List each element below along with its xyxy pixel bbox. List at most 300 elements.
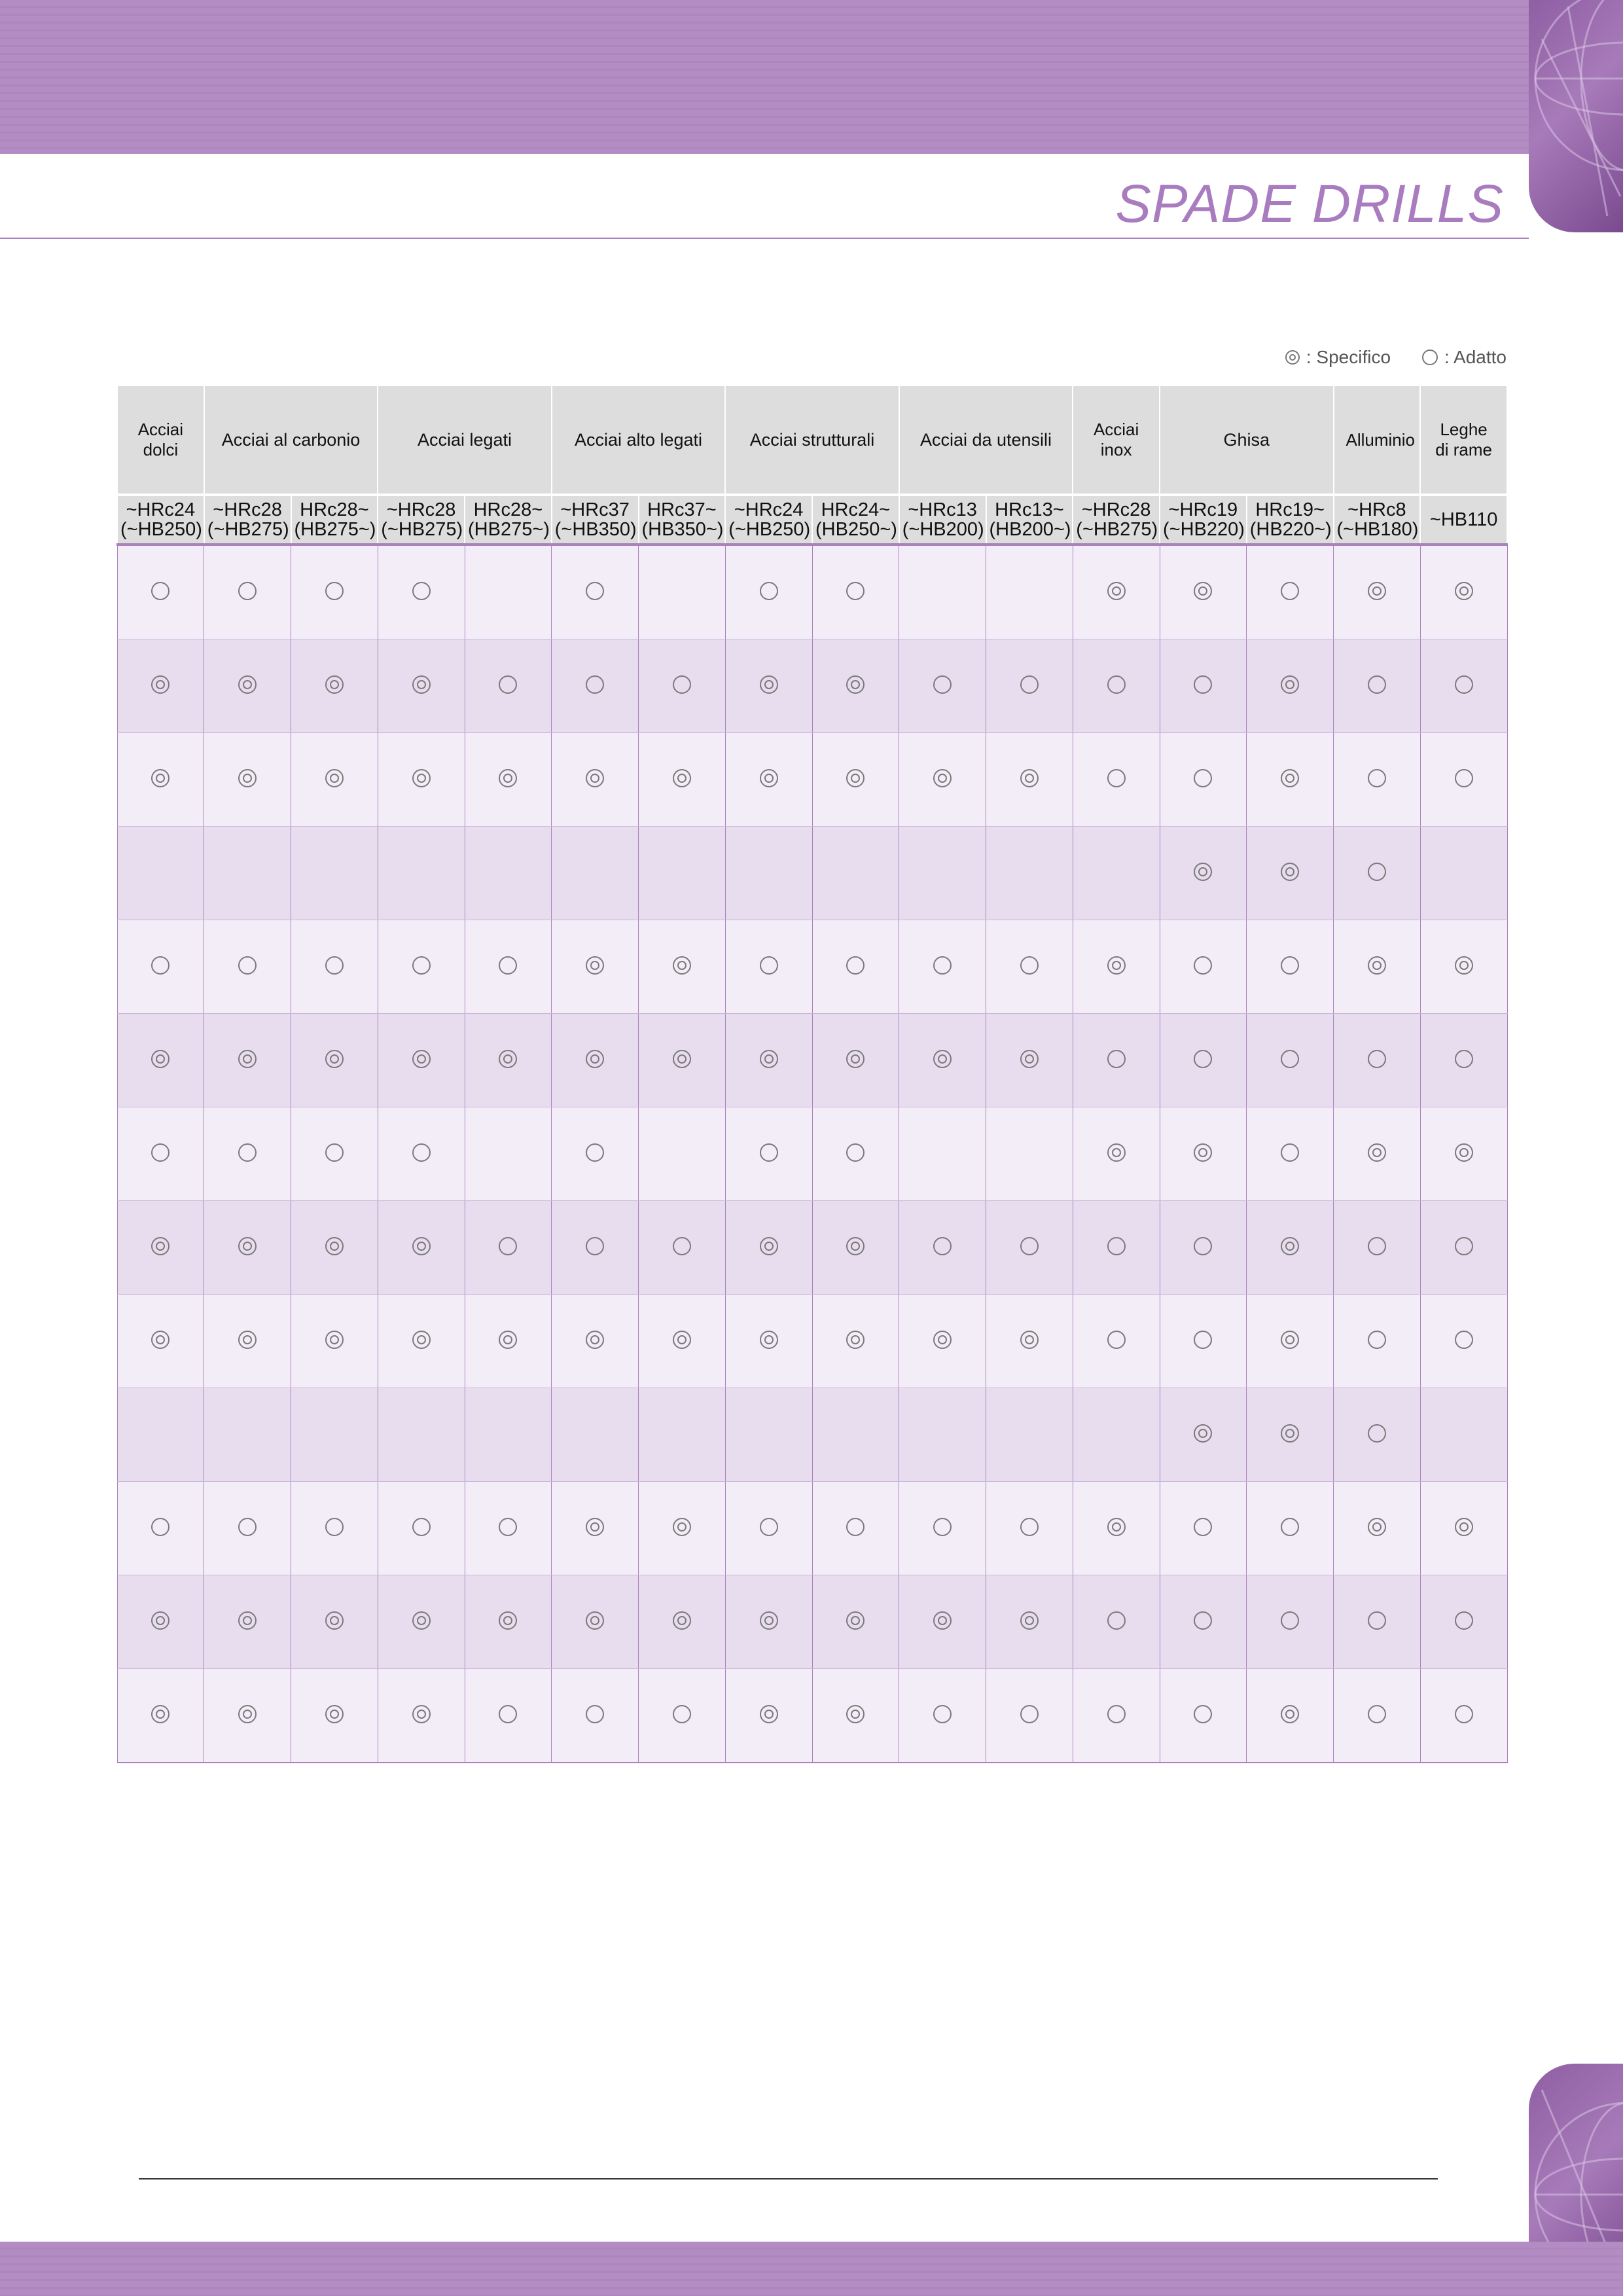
table-cell — [1334, 733, 1421, 827]
table-row — [117, 733, 1507, 827]
hardness-hb: (~HB220) — [1163, 519, 1245, 540]
table-cell — [552, 920, 639, 1014]
table-cell — [812, 1201, 899, 1295]
circle-icon — [1194, 1705, 1212, 1723]
table-cell — [378, 1575, 465, 1669]
table-cell — [986, 1201, 1073, 1295]
table-cell — [986, 827, 1073, 920]
table-cell — [1160, 1201, 1247, 1295]
table-cell — [204, 1295, 291, 1388]
double-circle-icon — [933, 769, 952, 787]
table-cell — [204, 1388, 291, 1482]
double-circle-icon — [325, 1611, 344, 1630]
double-circle-icon — [1194, 1143, 1212, 1162]
table-cell — [1160, 639, 1247, 733]
circle-icon — [1368, 769, 1386, 787]
circle-icon — [1194, 956, 1212, 975]
table-cell — [1420, 1482, 1507, 1575]
table-cell — [1420, 1201, 1507, 1295]
table-cell — [291, 1388, 378, 1482]
hardness-row — [117, 495, 1507, 545]
hardness-hb: (~HB180) — [1336, 519, 1419, 540]
table-cell — [1160, 1669, 1247, 1763]
hardness-header — [1247, 495, 1334, 545]
table-cell — [725, 1669, 812, 1763]
table-cell — [1247, 545, 1334, 639]
material-group-row — [117, 386, 1507, 495]
double-circle-icon — [846, 1050, 865, 1068]
double-circle-icon — [760, 675, 778, 694]
table-cell — [1160, 920, 1247, 1014]
table-cell — [552, 1388, 639, 1482]
circle-icon — [325, 582, 344, 600]
double-circle-icon — [1455, 1518, 1473, 1536]
table-cell — [1334, 545, 1421, 639]
circle-icon — [499, 675, 517, 694]
double-circle-icon — [760, 1331, 778, 1349]
table-cell — [639, 827, 726, 920]
table-row — [117, 545, 1507, 639]
table-cell — [378, 827, 465, 920]
double-circle-icon — [325, 1050, 344, 1068]
double-circle-icon — [325, 1237, 344, 1255]
table-cell — [725, 1107, 812, 1201]
double-circle-icon — [846, 1611, 865, 1630]
table-cell — [1073, 1295, 1160, 1388]
table-cell — [725, 827, 812, 920]
table-cell — [552, 1014, 639, 1107]
circle-icon — [1020, 1705, 1039, 1723]
table-cell — [465, 639, 552, 733]
double-circle-icon — [1107, 956, 1126, 975]
hardness-header — [986, 495, 1073, 545]
globe-icon — [1529, 0, 1623, 232]
double-circle-icon — [760, 1050, 778, 1068]
material-group-header: Acciai inox — [1073, 386, 1160, 495]
hardness-hb: (~HB350) — [554, 519, 637, 540]
table-cell — [1334, 827, 1421, 920]
circle-icon — [1281, 582, 1299, 600]
double-circle-icon — [412, 1611, 431, 1630]
double-circle-icon — [151, 1705, 169, 1723]
circle-icon — [499, 1518, 517, 1536]
table-cell — [465, 827, 552, 920]
table-cell — [117, 1388, 204, 1482]
double-circle-icon — [238, 1611, 257, 1630]
circle-icon — [325, 1518, 344, 1536]
table-row — [117, 1107, 1507, 1201]
table-cell — [117, 639, 204, 733]
hardness-header — [291, 495, 378, 545]
table-cell — [725, 920, 812, 1014]
double-circle-icon — [412, 1705, 431, 1723]
circle-icon — [1368, 1331, 1386, 1349]
double-circle-icon — [1020, 1050, 1039, 1068]
table-cell — [204, 1201, 291, 1295]
double-circle-icon — [499, 1611, 517, 1630]
circle-icon — [1020, 1237, 1039, 1255]
table-cell — [1247, 920, 1334, 1014]
double-circle-icon — [1285, 350, 1300, 365]
table-cell — [1247, 1014, 1334, 1107]
table-cell — [291, 1201, 378, 1295]
table-cell — [378, 1669, 465, 1763]
table-cell — [812, 920, 899, 1014]
circle-icon — [673, 675, 691, 694]
table-cell — [1160, 1295, 1247, 1388]
table-row — [117, 1014, 1507, 1107]
table-cell — [1247, 1295, 1334, 1388]
table-cell — [1247, 1669, 1334, 1763]
table-cell — [725, 1388, 812, 1482]
table-cell — [117, 920, 204, 1014]
circle-icon — [846, 956, 865, 975]
table-cell — [1073, 1388, 1160, 1482]
table-cell — [1247, 827, 1334, 920]
circle-icon — [1020, 1518, 1039, 1536]
table-cell — [899, 1107, 986, 1201]
double-circle-icon — [1194, 1424, 1212, 1443]
double-circle-icon — [586, 1518, 604, 1536]
table-cell — [204, 827, 291, 920]
hardness-header — [725, 495, 812, 545]
circle-icon — [1455, 1237, 1473, 1255]
hardness-hrc: HRc19~ — [1255, 499, 1325, 520]
table-cell — [1073, 920, 1160, 1014]
table-cell — [1073, 639, 1160, 733]
double-circle-icon — [1281, 1237, 1299, 1255]
table-cell — [291, 1575, 378, 1669]
hardness-hb: (~HB275) — [207, 519, 289, 540]
hardness-header — [204, 495, 291, 545]
table-cell — [117, 1575, 204, 1669]
table-cell — [204, 920, 291, 1014]
double-circle-icon — [586, 1611, 604, 1630]
circle-icon — [1368, 1050, 1386, 1068]
table-cell — [378, 1388, 465, 1482]
double-circle-icon — [151, 1050, 169, 1068]
circle-icon — [412, 582, 431, 600]
table-cell — [291, 1669, 378, 1763]
circle-icon — [933, 1518, 952, 1536]
double-circle-icon — [1455, 1143, 1473, 1162]
circle-icon — [1107, 1237, 1126, 1255]
double-circle-icon — [760, 769, 778, 787]
circle-icon — [1107, 1050, 1126, 1068]
material-group-header: Acciai legati — [378, 386, 552, 495]
table-cell — [639, 639, 726, 733]
circle-icon — [412, 1143, 431, 1162]
table-cell — [552, 827, 639, 920]
double-circle-icon — [846, 675, 865, 694]
table-cell — [986, 1669, 1073, 1763]
circle-icon — [760, 1518, 778, 1536]
table-cell — [639, 1107, 726, 1201]
table-cell — [1073, 1201, 1160, 1295]
table-cell — [117, 1201, 204, 1295]
table-cell — [986, 1388, 1073, 1482]
table-cell — [1073, 1014, 1160, 1107]
hardness-header — [378, 495, 465, 545]
circle-icon — [1281, 1050, 1299, 1068]
table-cell — [552, 1482, 639, 1575]
hardness-hb: (HB220~) — [1249, 519, 1332, 540]
circle-icon — [586, 675, 604, 694]
table-row — [117, 1201, 1507, 1295]
double-circle-icon — [325, 675, 344, 694]
double-circle-icon — [933, 1611, 952, 1630]
table-cell — [725, 545, 812, 639]
double-circle-icon — [412, 769, 431, 787]
table-cell — [1420, 920, 1507, 1014]
table-cell — [1073, 733, 1160, 827]
table-row — [117, 1575, 1507, 1669]
circle-icon — [499, 1237, 517, 1255]
table-row — [117, 1388, 1507, 1482]
double-circle-icon — [325, 1331, 344, 1349]
hardness-hrc: ~HRc28 — [1081, 499, 1151, 520]
circle-icon — [1422, 350, 1438, 365]
table-cell — [986, 733, 1073, 827]
table-cell — [204, 733, 291, 827]
table-cell — [1334, 1388, 1421, 1482]
hardness-hb: (HB275~) — [468, 519, 550, 540]
table-cell — [639, 1014, 726, 1107]
table-cell — [725, 1295, 812, 1388]
table-cell — [812, 827, 899, 920]
table-cell — [204, 639, 291, 733]
circle-icon — [1020, 675, 1039, 694]
table-cell — [1073, 545, 1160, 639]
circle-icon — [1194, 1611, 1212, 1630]
double-circle-icon — [1455, 582, 1473, 600]
circle-icon — [1368, 1424, 1386, 1443]
double-circle-icon — [1368, 1143, 1386, 1162]
double-circle-icon — [499, 769, 517, 787]
table-cell — [117, 1014, 204, 1107]
table-cell — [117, 733, 204, 827]
circle-icon — [846, 1143, 865, 1162]
double-circle-icon — [238, 1050, 257, 1068]
page-title: SPADE DRILLS — [1115, 174, 1504, 234]
table-row — [117, 1482, 1507, 1575]
double-circle-icon — [499, 1050, 517, 1068]
table-cell — [291, 1295, 378, 1388]
table-cell — [552, 1295, 639, 1388]
double-circle-icon — [673, 769, 691, 787]
table-cell — [552, 639, 639, 733]
circle-icon — [1368, 1705, 1386, 1723]
table-cell — [291, 1014, 378, 1107]
hardness-hrc: ~HRc28 — [386, 499, 456, 520]
table-cell — [986, 639, 1073, 733]
table-body — [117, 545, 1507, 1763]
material-group-header: Acciai da utensili — [899, 386, 1073, 495]
table-cell — [378, 733, 465, 827]
table-cell — [378, 920, 465, 1014]
table-cell — [899, 1575, 986, 1669]
table-cell — [899, 1482, 986, 1575]
table-cell — [552, 545, 639, 639]
hardness-hrc: HRc37~ — [647, 499, 717, 520]
double-circle-icon — [1107, 1143, 1126, 1162]
double-circle-icon — [1020, 1611, 1039, 1630]
table-cell — [812, 733, 899, 827]
table-cell — [1073, 827, 1160, 920]
table-cell — [117, 1669, 204, 1763]
hardness-header — [1420, 495, 1507, 545]
circle-icon — [151, 1518, 169, 1536]
table-cell — [291, 639, 378, 733]
table-cell — [639, 1295, 726, 1388]
circle-icon — [1455, 675, 1473, 694]
circle-icon — [1455, 769, 1473, 787]
table-cell — [1073, 1107, 1160, 1201]
double-circle-icon — [673, 956, 691, 975]
table-cell — [552, 1201, 639, 1295]
footer-band — [0, 2242, 1623, 2296]
double-circle-icon — [1281, 1331, 1299, 1349]
circle-icon — [586, 1705, 604, 1723]
table-cell — [378, 1482, 465, 1575]
double-circle-icon — [1281, 1705, 1299, 1723]
table-cell — [986, 1107, 1073, 1201]
circle-icon — [1455, 1331, 1473, 1349]
circle-icon — [846, 582, 865, 600]
hardness-hb: (~HB275) — [381, 519, 463, 540]
hardness-hb: (HB350~) — [641, 519, 724, 540]
hardness-hrc: HRc13~ — [995, 499, 1064, 520]
table-cell — [552, 1575, 639, 1669]
table-cell — [117, 1482, 204, 1575]
double-circle-icon — [1281, 863, 1299, 881]
table-cell — [291, 920, 378, 1014]
double-circle-icon — [412, 1331, 431, 1349]
circle-icon — [586, 1143, 604, 1162]
table-cell — [1334, 1107, 1421, 1201]
table-cell — [291, 827, 378, 920]
table-cell — [639, 1388, 726, 1482]
circle-icon — [1107, 1705, 1126, 1723]
table-cell — [465, 920, 552, 1014]
material-table — [116, 386, 1508, 1763]
hardness-hb: (HB250~) — [815, 519, 897, 540]
hardness-hrc: ~HRc19 — [1168, 499, 1238, 520]
hardness-hrc: HRc28~ — [473, 499, 543, 520]
circle-icon — [151, 956, 169, 975]
double-circle-icon — [586, 956, 604, 975]
double-circle-icon — [151, 1331, 169, 1349]
circle-icon — [238, 1143, 257, 1162]
double-circle-icon — [325, 769, 344, 787]
double-circle-icon — [238, 1237, 257, 1255]
table-cell — [1420, 827, 1507, 920]
double-circle-icon — [238, 1705, 257, 1723]
table-cell — [1247, 1107, 1334, 1201]
double-circle-icon — [151, 675, 169, 694]
circle-icon — [1194, 1518, 1212, 1536]
circle-icon — [1368, 675, 1386, 694]
table-cell — [1420, 639, 1507, 733]
double-circle-icon — [1020, 769, 1039, 787]
table-cell — [465, 1107, 552, 1201]
table-cell — [725, 733, 812, 827]
table-cell — [1247, 1482, 1334, 1575]
circle-icon — [1368, 863, 1386, 881]
circle-icon — [151, 582, 169, 600]
table-cell — [1420, 1107, 1507, 1201]
table-cell — [552, 733, 639, 827]
table-cell — [1420, 733, 1507, 827]
table-cell — [1160, 827, 1247, 920]
circle-icon — [1107, 769, 1126, 787]
double-circle-icon — [1281, 675, 1299, 694]
table-cell — [725, 1575, 812, 1669]
table-cell — [812, 545, 899, 639]
table-cell — [465, 1482, 552, 1575]
legend-item-specific — [1285, 347, 1391, 368]
table-cell — [725, 639, 812, 733]
double-circle-icon — [846, 1705, 865, 1723]
circle-icon — [1194, 1237, 1212, 1255]
material-group-header: Ghisa — [1160, 386, 1334, 495]
table-cell — [378, 639, 465, 733]
double-circle-icon — [760, 1611, 778, 1630]
hardness-hrc: HRc28~ — [300, 499, 369, 520]
hardness-hb: (~HB200) — [902, 519, 984, 540]
table-cell — [639, 920, 726, 1014]
hardness-hrc: HRc24~ — [821, 499, 891, 520]
double-circle-icon — [238, 1331, 257, 1349]
double-circle-icon — [238, 769, 257, 787]
double-circle-icon — [1107, 582, 1126, 600]
table-cell — [465, 545, 552, 639]
table-cell — [465, 1014, 552, 1107]
table-cell — [639, 545, 726, 639]
double-circle-icon — [499, 1331, 517, 1349]
circle-icon — [238, 1518, 257, 1536]
double-circle-icon — [1194, 863, 1212, 881]
double-circle-icon — [586, 1050, 604, 1068]
table-cell — [1334, 1014, 1421, 1107]
double-circle-icon — [760, 1237, 778, 1255]
table-cell — [552, 1669, 639, 1763]
table-cell — [986, 1295, 1073, 1388]
hardness-header — [117, 495, 204, 545]
table-cell — [639, 733, 726, 827]
double-circle-icon — [933, 1050, 952, 1068]
legend-item-suitable — [1422, 347, 1507, 368]
table-cell — [986, 1482, 1073, 1575]
circle-icon — [673, 1705, 691, 1723]
table-cell — [639, 1669, 726, 1763]
table-cell — [986, 545, 1073, 639]
table-cell — [1073, 1482, 1160, 1575]
table-cell — [1334, 920, 1421, 1014]
double-circle-icon — [1368, 956, 1386, 975]
circle-icon — [1368, 1237, 1386, 1255]
table-cell — [1160, 545, 1247, 639]
circle-icon — [412, 956, 431, 975]
double-circle-icon — [846, 769, 865, 787]
table-cell — [639, 1575, 726, 1669]
circle-icon — [325, 1143, 344, 1162]
double-circle-icon — [1368, 1518, 1386, 1536]
table-cell — [986, 920, 1073, 1014]
circle-icon — [1107, 675, 1126, 694]
table-cell — [465, 1295, 552, 1388]
table-cell — [812, 1575, 899, 1669]
